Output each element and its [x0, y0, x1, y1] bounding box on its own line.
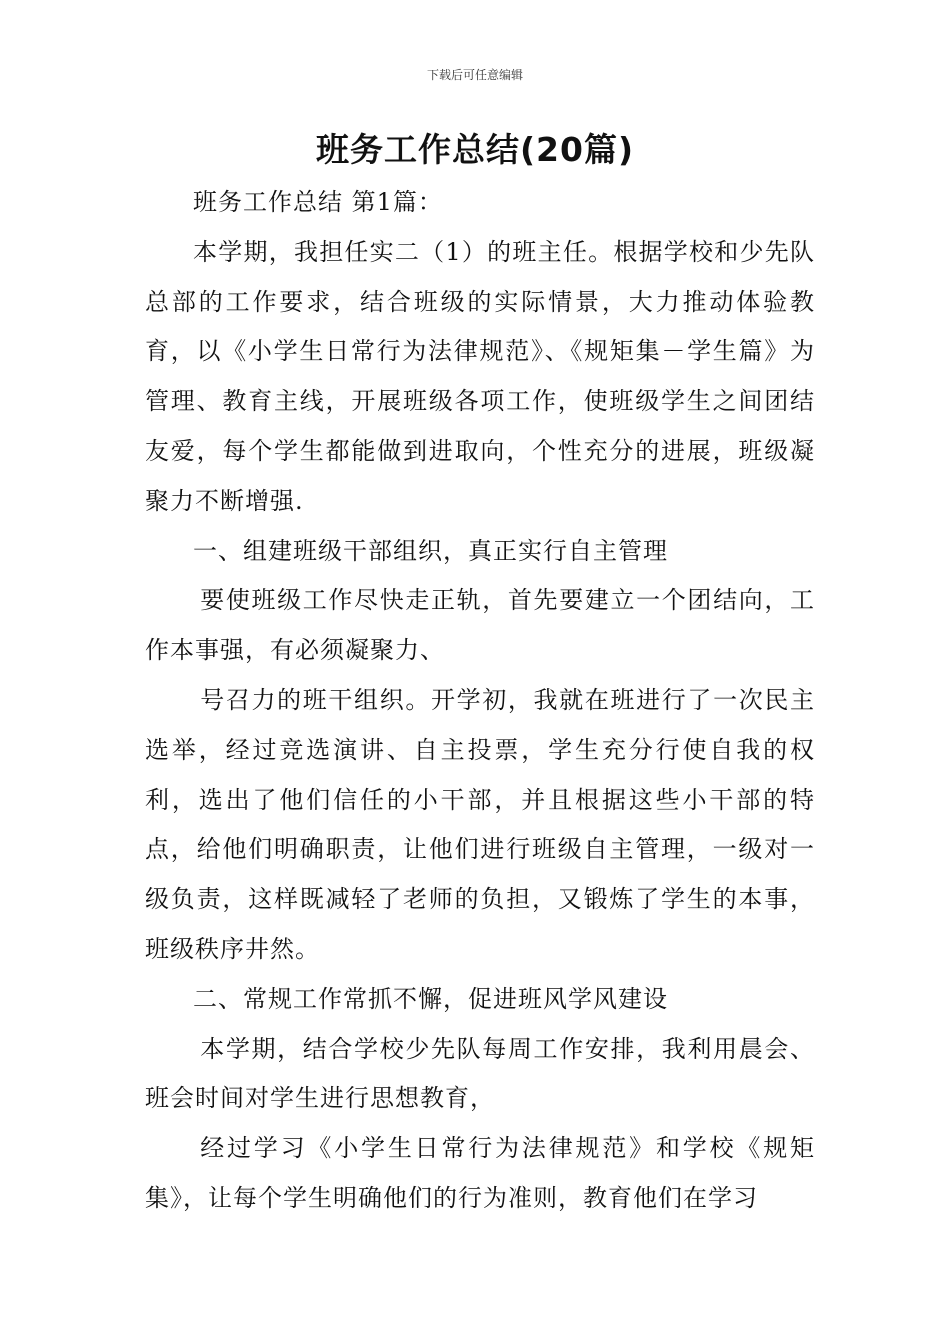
section-heading: 一、组建班级干部组织，真正实行自主管理	[193, 536, 668, 565]
body-paragraph: 要使班级工作尽快走正轨，首先要建立一个团结向，工作本事强，有必须凝聚力、	[145, 586, 815, 665]
header-note: 下载后可任意编辑	[426, 68, 523, 82]
body-paragraph: 经过学习《小学生日常行为法律规范》和学校《规矩集》，让每个学生明确他们的行为准则，教育他们在学习	[145, 1134, 815, 1212]
section-heading: 二、常规工作常抓不懈，促进班风学风建设	[193, 984, 668, 1013]
body-paragraph: 本学期，结合学校少先队每周工作安排，我利用晨会、班会时间对学生进行思想教育，	[145, 1034, 815, 1113]
subtitle-paragraph: 班务工作总结 第1篇：	[193, 188, 443, 216]
document-body	[145, 178, 815, 1224]
document-title: 班务工作总结(20篇)	[315, 130, 635, 169]
body-paragraph: 号召力的班干组织。开学初，我就在班进行了一次民主选举，经过竞选演讲、自主投票，学生充分行使自我的权利，选出了他们信任的小干部，并且根据这些小干部的特点，给他们明确职责，让他们进行班级自主管理，一级对一级负责，这样既减轻了老师的负担，又锻炼了学生的本事，班级秩序井然。	[145, 685, 815, 963]
body-paragraph: 本学期，我担任实二（1）的班主任。根据学校和少先队总部的工作要求，结合班级的实际情景，大力推动体验教育，以《小学生日常行为法律规范》、《规矩集－学生篇》为管理、教育主线，开展班级各项工作，使班级学生之间团结友爱，每个学生都能做到进取向，个性充分的进展，班级凝聚力不断增强.	[145, 237, 815, 515]
